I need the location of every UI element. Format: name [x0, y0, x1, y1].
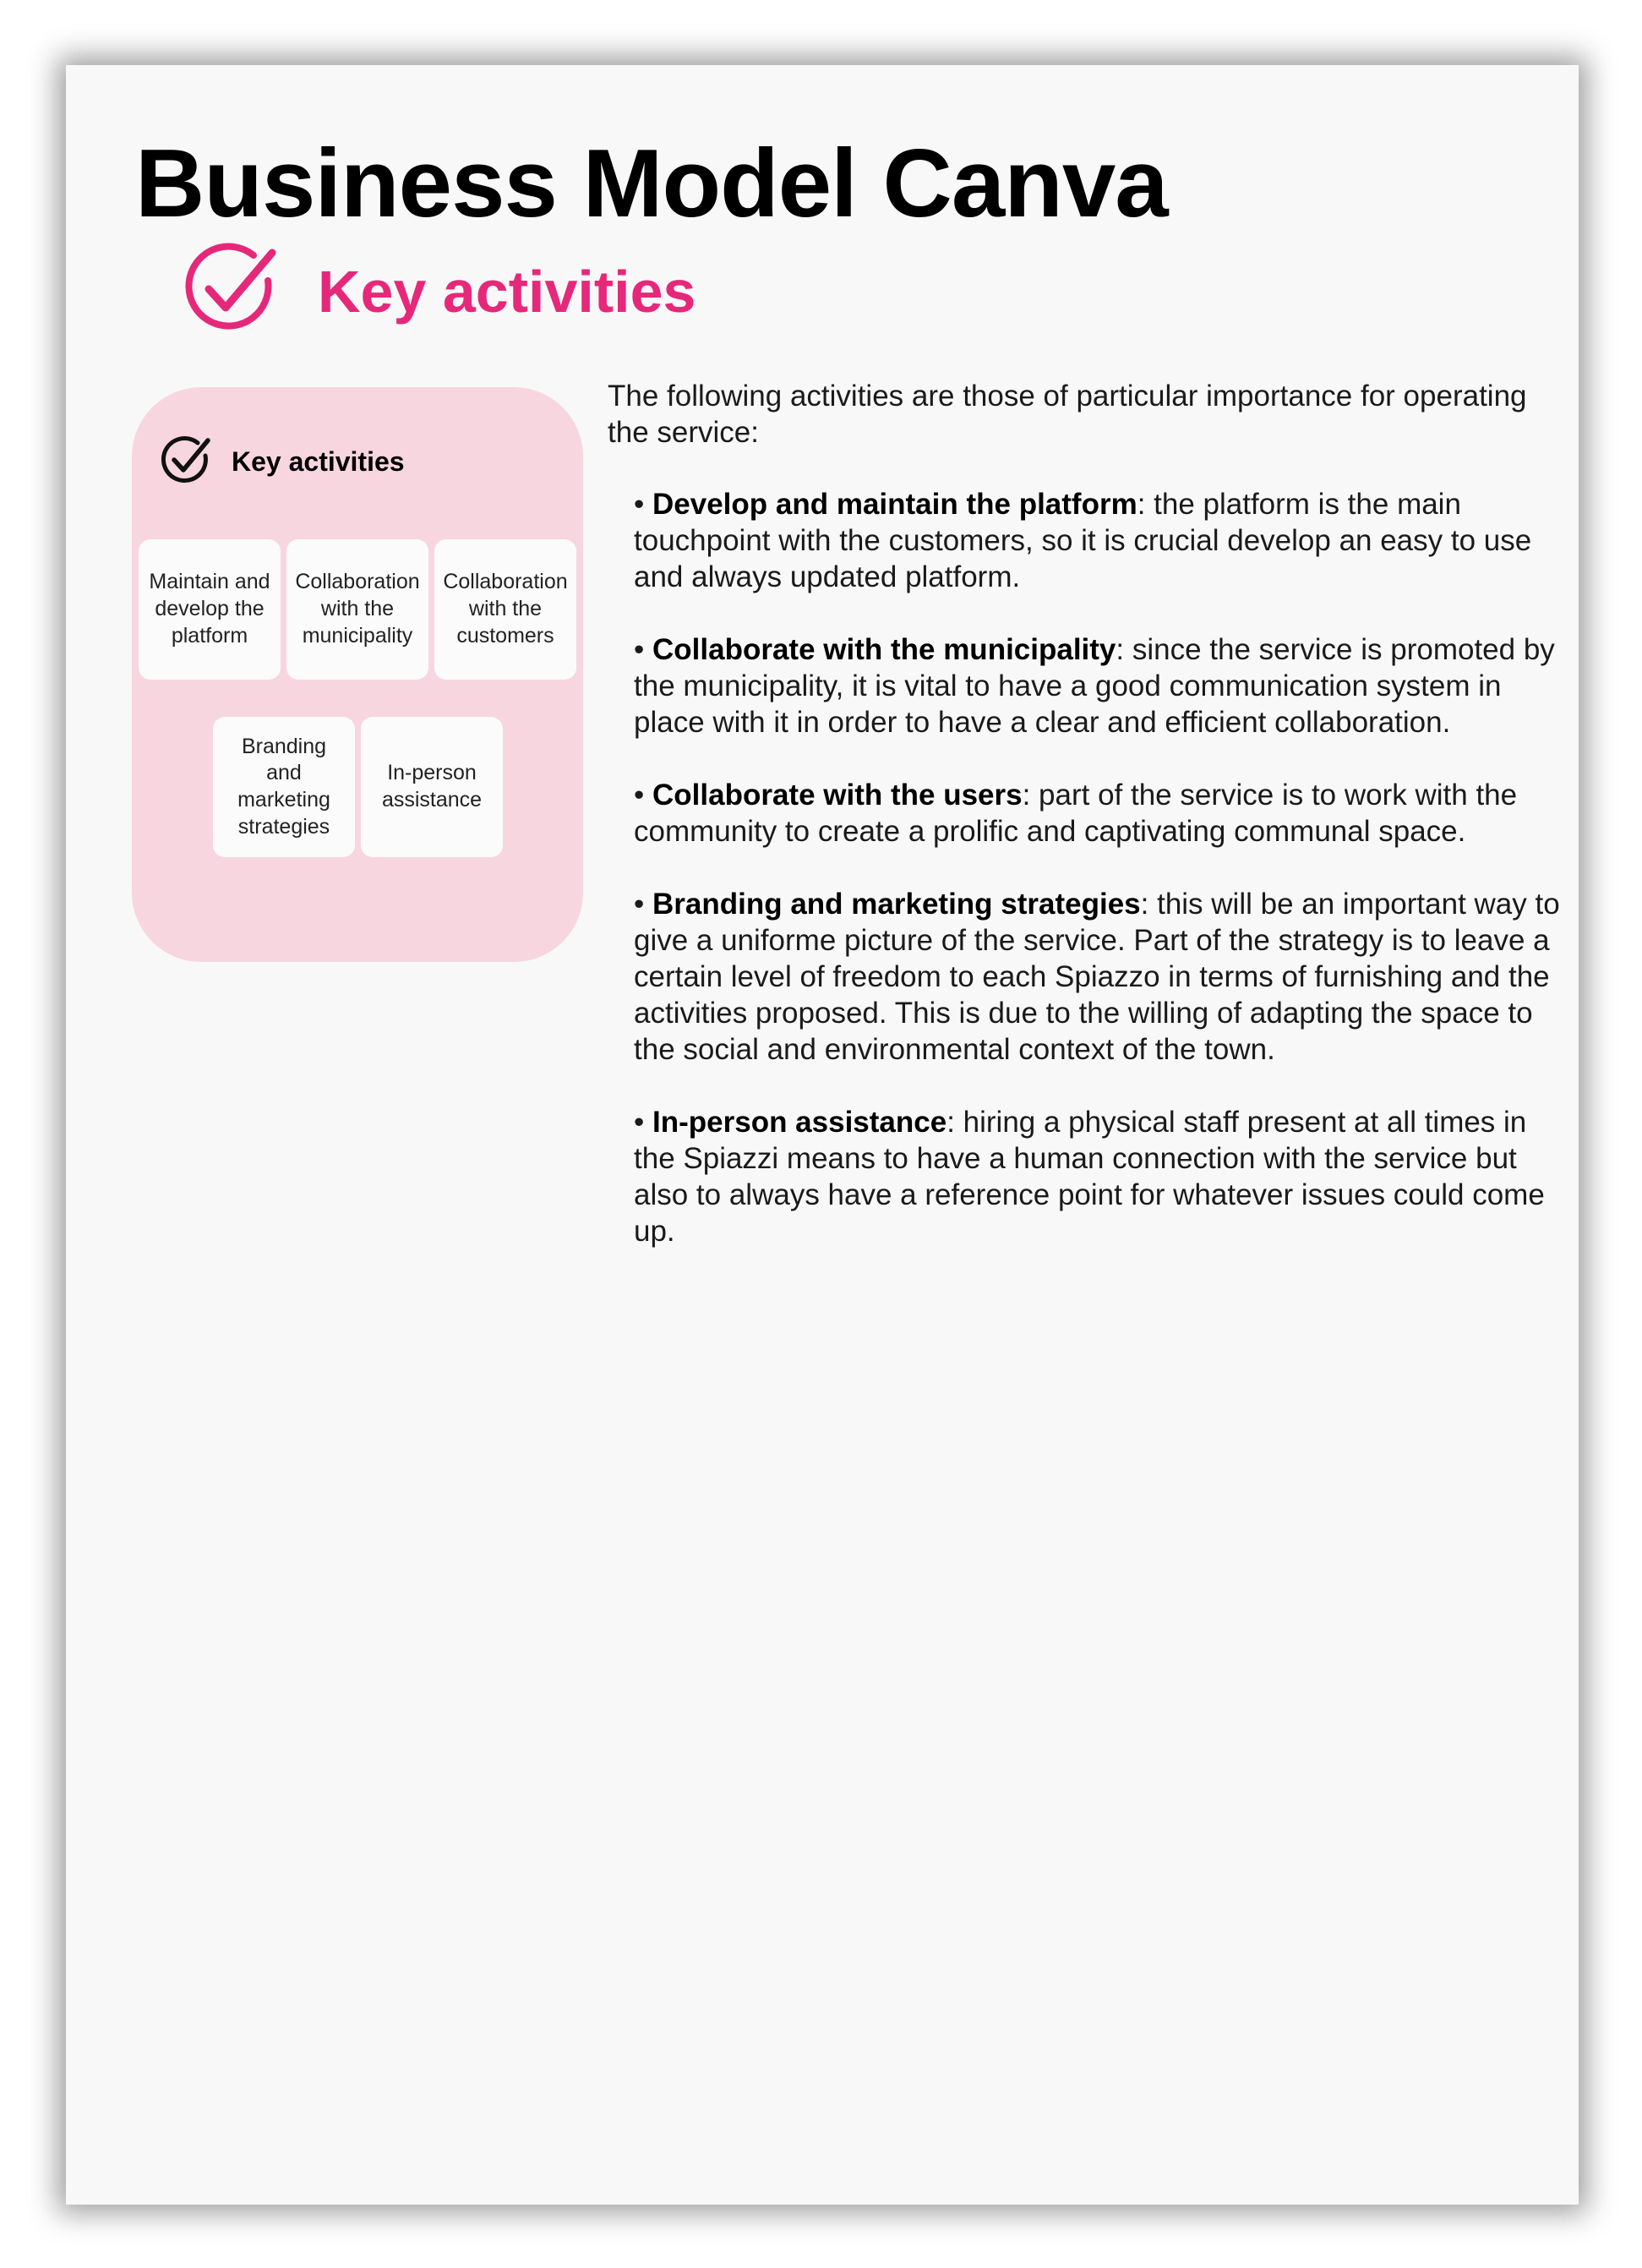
activity-list [608, 486, 1563, 1249]
box-text-line: customers [456, 623, 554, 648]
box-text-line: assistance [381, 788, 483, 812]
box-text-line: marketing [237, 788, 330, 812]
section-title: Key activities [318, 259, 696, 325]
activity-box [286, 539, 428, 680]
item-description: : part of the service is to work with the community to create a prolific and captivating communal space. [634, 779, 1518, 848]
check-circle-icon [159, 434, 211, 486]
bullet-marker: • [634, 633, 645, 666]
activity-box [139, 539, 281, 680]
list-item [634, 886, 1563, 1068]
box-text-line: with the [468, 597, 543, 621]
box-text-line: municipality [302, 623, 413, 648]
box-text-line: Branding [241, 734, 327, 758]
item-term: Branding and marketing strategies [652, 888, 1141, 921]
bullet-marker: • [634, 488, 645, 521]
list-item [634, 777, 1563, 850]
list-item [634, 486, 1563, 595]
section-header [181, 241, 941, 338]
activity-box [361, 717, 503, 857]
box-text-line: Collaboration [443, 570, 568, 594]
box-text-line: strategies [237, 814, 330, 839]
box-text-line: platform [171, 623, 248, 648]
item-description: : this will be an important way to give a uniforme picture of the service. Part of the strategy is to leave a certain level of freedom to each Spiazzo in terms of furnishing and the activities proposed. This is due to the willing of adapting the space to the social and environmental context of the town. [634, 888, 1560, 1066]
item-description: : the platform is the main touchpoint with the customers, so it is crucial develop an easy to use and always updated platform. [634, 488, 1532, 593]
list-item [634, 631, 1563, 741]
intro-paragraph: The following activities are those of particular importance for operating the service: [608, 380, 1527, 449]
check-circle-icon [181, 241, 278, 338]
item-term: In-person assistance [652, 1106, 947, 1139]
page-title: Business Model Canva [135, 130, 1168, 238]
card-header [159, 434, 565, 486]
bullet-marker: • [634, 1106, 645, 1139]
item-description: : hiring a physical staff present at all times in the Spiazzi means to have a human connection with the service but also to always have a reference point for whatever issues could come up. [634, 1106, 1545, 1248]
activity-box [434, 539, 576, 680]
list-item [634, 1104, 1563, 1249]
box-text-line: with the [320, 597, 395, 621]
activity-box [213, 717, 355, 857]
item-term: Collaborate with the users [652, 779, 1023, 812]
item-term: Collaborate with the municipality [652, 633, 1116, 666]
body-text [608, 378, 1563, 1286]
box-text-line: and [266, 761, 302, 785]
box-text-line: In-person [387, 761, 477, 785]
box-text-line: develop the [155, 597, 265, 621]
item-term: Develop and maintain the platform [652, 488, 1137, 521]
bullet-marker: • [634, 888, 645, 921]
item-description: : since the service is promoted by the municipality, it is vital to have a good communication system in place with it in order to have a clear and efficient collaboration. [634, 633, 1555, 739]
box-text-line: Maintain and [149, 570, 270, 594]
bullet-marker: • [634, 779, 645, 812]
box-text-line: Collaboration [295, 570, 420, 594]
card-title: Key activities [232, 446, 405, 477]
key-activities-card [132, 387, 583, 962]
document-page [66, 65, 1579, 2205]
